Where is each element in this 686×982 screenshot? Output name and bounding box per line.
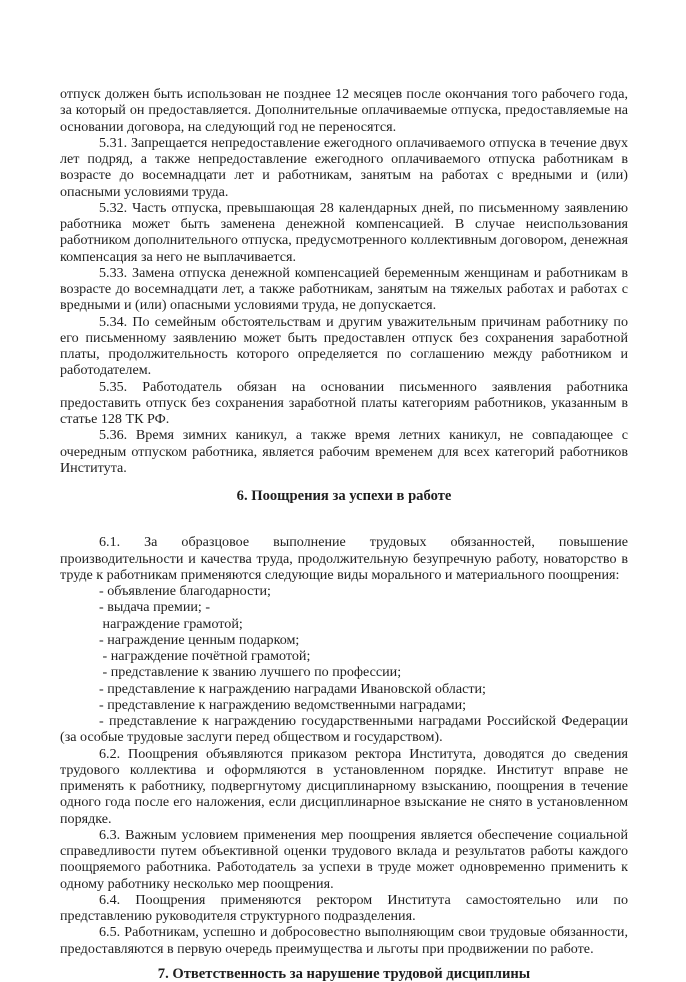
list-item-ivanovo-region-awards: - представление к награждению наградами Ивановской области; <box>99 680 486 697</box>
body-paragraph-5-35: 5.35. Работодатель обязан на основании письменного заявления работника предоставить отпуск без сохранения заработной платы категориям работников, указанным в статье 128 ТК РФ. <box>60 378 628 427</box>
body-paragraph-5-31: 5.31. Запрещается непредоставление ежегодного оплачиваемого отпуска в течение двух лет подряд, а также непредоставление ежегодного оплачиваемого отпуска работникам в возрасте до восемнадцати лет и работникам, занятым на работах с вредными и (или) опасными условиями труда. <box>60 134 628 200</box>
body-paragraph-6-5: 6.5. Работникам, успешно и добросовестно выполняющим свои трудовые обязанности, предоставляются в первую очередь преимущества и льготы при продвижении по работе. <box>60 924 628 957</box>
list-item-diploma: награждение грамотой; <box>99 615 243 632</box>
body-paragraph-5-33: 5.33. Замена отпуска денежной компенсацией беременным женщинам и работникам в возрасте до восемнадцати лет, а также работникам, занятым на тяжелых работах и работах с вредными и (или) опасными условиями труда, не допускается. <box>60 264 628 314</box>
list-item-state-awards: - представление к награждению государственными наградами Российской Федерации (за особые трудовые заслуги перед обществом и государством). <box>60 713 632 746</box>
body-paragraph-5-32: 5.32. Часть отпуска, превышающая 28 календарных дней, по письменному заявлению работника может быть заменена денежной компенсацией. В случае неиспользования работником дополнительного отпуска, предусмотренного коллективным договором, денежная компенсация за него не выплачивается. <box>60 199 628 265</box>
list-item-gratitude: - объявление благодарности; <box>99 583 271 599</box>
list-item-bonus: - выдача премии; - <box>99 599 211 616</box>
section-heading-6-incentives: 6. Поощрения за успехи в работе <box>236 488 452 504</box>
list-item-valuable-gift: - награждение ценным подарком; <box>99 631 300 648</box>
list-item-best-in-profession: - представление к званию лучшего по профессии; <box>99 664 402 681</box>
list-item-departmental-awards: - представление к награждению ведомственными наградами; <box>99 696 467 713</box>
body-paragraph-5-36: 5.36. Время зимних каникул, а также время летних каникул, не совпадающее с очередным отпуском работника, является рабочим временем для всех категорий работников Института. <box>60 427 628 476</box>
body-paragraph-6-1: 6.1. За образцовое выполнение трудовых обязанностей, повышение производительности и качества труда, продолжительную безупречную работу, новаторство в труде к работникам применяются следующие виды морального и материального поощрения: <box>60 534 628 583</box>
body-paragraph-6-2: 6.2. Поощрения объявляются приказом ректора Института, доводятся до сведения трудового коллектива и оформляются в установленном порядке. Институт вправе не применять к работнику, подвергнутому дисциплинарному взысканию, поощрения в течение одного года после его наложения, если дисциплинарное взыскание не снято в установленном порядке. <box>60 745 628 827</box>
body-paragraph-continuation: отпуск должен быть использован не позднее 12 месяцев после окончания того рабочего года, за который он предоставляется. Дополнительные оплачиваемые отпуска, предоставляемые на основании договора, на следующий год не переносятся. <box>60 86 628 135</box>
body-paragraph-5-34: 5.34. По семейным обстоятельствам и другим уважительным причинам работнику по его письменному заявлению может быть предоставлен отпуск без сохранения заработной платы, продолжительность которого определяется по соглашению между работником и работодателем. <box>60 313 628 379</box>
body-paragraph-6-3: 6.3. Важным условием применения мер поощрения является обеспечение социальной справедливости путем объективной оценки трудового вклада и результатов работы каждого поощряемого работника. Работодатель за успехи в труде может одновременно применить к одному работнику несколько мер поощрения. <box>60 826 628 892</box>
list-item-honorary-diploma: - награждение почётной грамотой; <box>99 648 311 664</box>
body-paragraph-6-4: 6.4. Поощрения применяются ректором Института самостоятельно или по представлению руководителя структурного подразделения. <box>60 891 628 924</box>
section-heading-7-discipline: 7. Ответственность за нарушение трудовой дисциплины <box>157 965 531 982</box>
